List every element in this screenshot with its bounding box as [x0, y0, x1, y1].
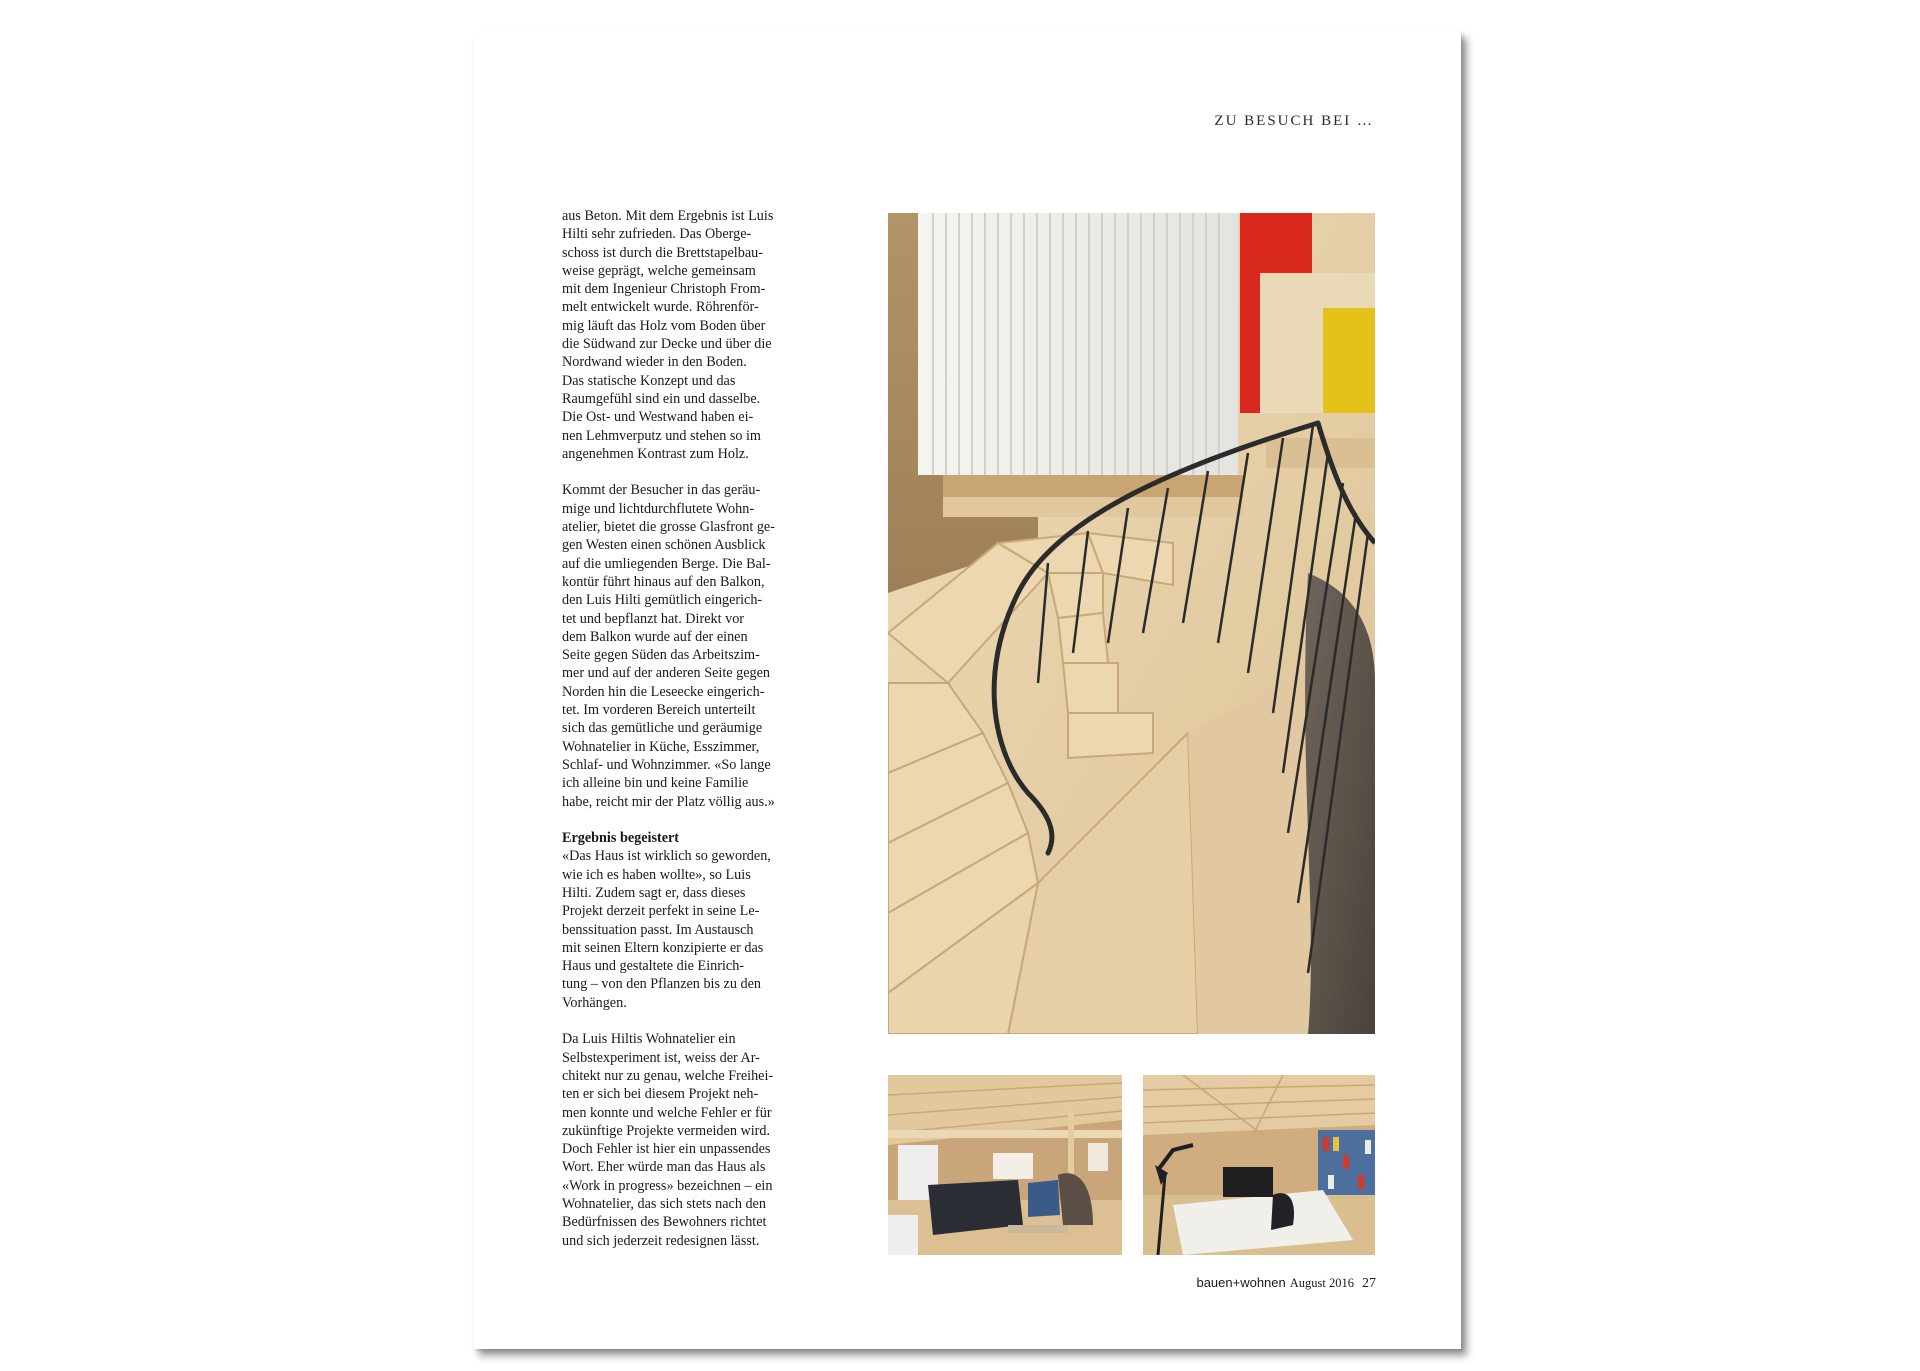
text-line: wie ich es haben wollte», so Luis [562, 866, 751, 883]
page-number: 27 [1362, 1276, 1376, 1291]
text-line: Da Luis Hiltis Wohnatelier ein [562, 1031, 736, 1048]
text-line: habe, reicht mir der Platz völlig aus.» [562, 793, 775, 810]
section-kicker: ZU BESUCH BEI … [1214, 113, 1374, 129]
text-line: den Luis Hilti gemütlich eingerich- [562, 592, 763, 609]
text-line: Haus und gestaltete die Einrich- [562, 958, 745, 975]
text-line: mit dem Ingenieur Christoph From- [562, 281, 766, 298]
text-line: dem Balkon wurde auf der einen [562, 628, 748, 645]
text-line: melt entwickelt wurde. Röhrenför- [562, 299, 759, 316]
text-line: «Work in progress» bezeichnen – ein [562, 1177, 773, 1194]
text-line: aus Beton. Mit dem Ergebnis ist Luis [562, 208, 774, 224]
text-line: nen Lehmverputz und stehen so im [562, 427, 761, 444]
issue-date: August 2016 [1289, 1276, 1354, 1290]
text-line: Bedürfnissen des Bewohners richtet [562, 1214, 767, 1231]
text-line: mer und auf der anderen Seite gegen [562, 665, 770, 682]
paragraph [562, 207, 792, 463]
text-line: Das statische Konzept und das [562, 372, 736, 389]
staircase-photo [888, 213, 1375, 1034]
text-line: atelier, bietet die grosse Glasfront ge- [562, 519, 775, 536]
text-line: die Südwand zur Decke und über die [562, 336, 772, 353]
workspace-photo [1143, 1075, 1375, 1255]
text-line: tet und bepflanzt hat. Direkt vor [562, 610, 745, 627]
text-line: Projekt derzeit perfekt in seine Le- [562, 903, 760, 920]
paragraph [562, 1030, 792, 1250]
text-line: chitekt nur zu genau, welche Freihei- [562, 1067, 774, 1084]
text-line: kontür führt hinaus auf den Balkon, [562, 573, 765, 590]
text-line: zukünftige Projekte vermeiden wird. [562, 1122, 771, 1139]
text-line: Schlaf- und Wohnzimmer. «So lange [562, 756, 771, 773]
text-line: mige und lichtdurchflutete Wohn- [562, 500, 755, 517]
text-line: Die Ost- und Westwand haben ei- [562, 409, 754, 426]
text-line: Wohnatelier, das sich stets nach den [562, 1196, 766, 1213]
text-line: Hilti. Zudem sagt er, dass dieses [562, 884, 746, 901]
text-line: «Das Haus ist wirklich so geworden, [562, 848, 771, 865]
article-text-column [562, 207, 792, 1268]
text-line: Norden hin die Leseecke eingerich- [562, 683, 765, 700]
text-line: Wohnatelier in Küche, Esszimmer, [562, 738, 760, 755]
page-footer [1196, 1274, 1376, 1292]
text-line: men konnte und welche Fehler er für [562, 1104, 772, 1121]
text-line: mit seinen Eltern konzipierte er das [562, 939, 764, 956]
text-line: weise geprägt, welche gemeinsam [562, 262, 756, 279]
text-line: Kommt der Besucher in das geräu- [562, 482, 761, 499]
text-line: ten er sich bei diesem Projekt neh- [562, 1086, 759, 1103]
magazine-page [473, 31, 1461, 1349]
text-line: ich alleine bin und keine Familie [562, 775, 749, 792]
text-line: Raumgefühl sind ein und dasselbe. [562, 390, 761, 407]
text-line: Vorhängen. [562, 994, 627, 1011]
text-line: angenehmen Kontrast zum Holz. [562, 445, 749, 462]
text-line: Wort. Eher würde man das Haus als [562, 1159, 766, 1176]
text-line: schoss ist durch die Brettstapelbau- [562, 244, 763, 261]
text-line: und sich jederzeit redesignen lässt. [562, 1232, 760, 1249]
text-line: tet. Im vorderen Bereich unterteilt [562, 702, 756, 719]
text-line: mig läuft das Holz vom Boden über [562, 317, 766, 334]
text-line: gen Westen einen schönen Ausblick [562, 537, 766, 554]
text-line: Doch Fehler ist hier ein unpassendes [562, 1141, 771, 1158]
text-line: Seite gegen Süden das Arbeitszim- [562, 647, 760, 664]
text-line: sich das gemütliche und geräumige [562, 720, 763, 737]
text-line: auf die umliegenden Berge. Die Bal- [562, 555, 771, 572]
paragraph [562, 829, 792, 1012]
text-line: Hilti sehr zufrieden. Das Oberge- [562, 226, 752, 243]
paragraph [562, 481, 792, 810]
living-room-photo [888, 1075, 1122, 1255]
magazine-name: bauen+wohnen [1196, 1275, 1286, 1290]
subheading: Ergebnis begeistert [562, 830, 680, 847]
text-line: Nordwand wieder in den Boden. [562, 354, 747, 371]
text-line: Selbstexperiment ist, weiss der Ar- [562, 1049, 760, 1066]
text-line: tung – von den Pflanzen bis zu den [562, 976, 761, 993]
text-line: benssituation passt. Im Austausch [562, 921, 754, 938]
